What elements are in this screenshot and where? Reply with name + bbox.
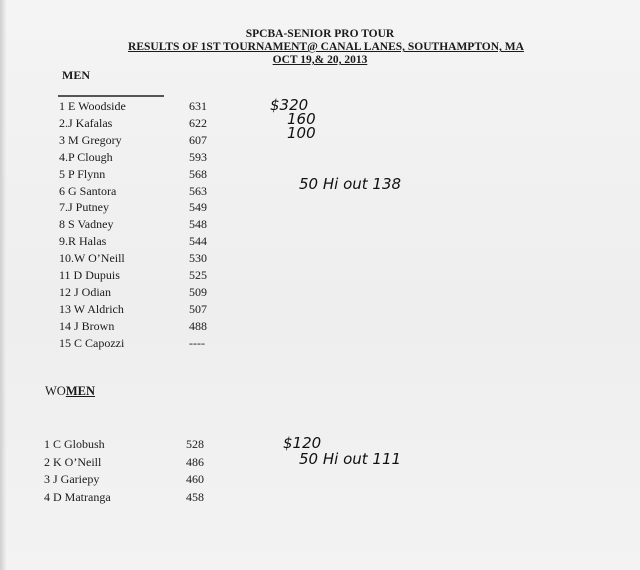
result-score: 593 [189,149,207,164]
result-score: 525 [189,268,207,282]
women-section-label [45,384,95,399]
handwritten-women-prize: $120 [283,434,322,452]
result-name: 8 S Vadney [59,217,114,232]
result-name: 12 J Odian [59,284,111,299]
result-name: 6 G Santora [59,183,117,198]
tour-title: SPCBA-SENIOR PRO TOUR [245,28,395,40]
result-name: 4.P Clough [59,149,113,164]
result-score: 622 [189,115,207,130]
men-section-label: MEN [62,68,90,82]
result-name: 2.J Kafalas [59,115,113,130]
result-score: 563 [189,183,207,198]
result-name: 4 D Matranga [44,489,111,504]
result-name: 5 P Flynn [59,166,106,181]
result-score: 607 [189,132,207,147]
result-score: 544 [189,234,207,249]
women-label-suffix: MEN [65,384,95,398]
handwritten-prize-1: $320 [270,96,309,114]
handwritten-women-note: 50 Hi out 111 [299,450,402,468]
result-score: 549 [189,200,207,215]
women-label-prefix: WO [45,384,66,398]
result-score: 631 [189,99,207,113]
page-edge-shadow [0,0,6,570]
handwritten-prize-2: 160 [287,110,316,128]
result-name: 7.J Putney [59,200,110,215]
result-name: 9.R Halas [59,234,107,249]
result-name: 3 J Gariepy [44,472,100,486]
result-name: 3 M Gregory [59,132,122,147]
result-name: 10.W O’Neill [59,251,125,266]
handwritten-men-note: 50 Hi out 138 [299,175,402,193]
result-name: 1 E Woodside [59,99,126,113]
result-name: 2 K O’Neill [44,454,102,469]
men-divider [58,95,164,97]
result-score: 486 [186,454,204,469]
result-score: 528 [186,437,204,451]
handwritten-prize-3: 100 [287,124,316,142]
result-name: 11 D Dupuis [59,268,120,282]
result-score: ---- [189,335,205,350]
result-name: 1 C Globush [44,437,105,451]
result-score: 460 [186,472,204,486]
result-score: 509 [189,284,207,299]
result-score: 568 [189,166,207,181]
result-score: 458 [186,489,204,504]
result-score: 488 [189,318,207,333]
tournament-dates: OCT 19,& 20, 2013 [272,54,368,66]
result-name: 15 C Capozzi [59,335,125,350]
result-name: 14 J Brown [59,318,115,333]
result-score: 507 [189,301,207,316]
result-name: 13 W Aldrich [59,301,124,316]
result-score: 530 [189,251,207,266]
results-title: RESULTS OF 1ST TOURNAMENT@ CANAL LANES, SOUTHAMPTON, MA [128,41,524,53]
result-score: 548 [189,217,207,232]
